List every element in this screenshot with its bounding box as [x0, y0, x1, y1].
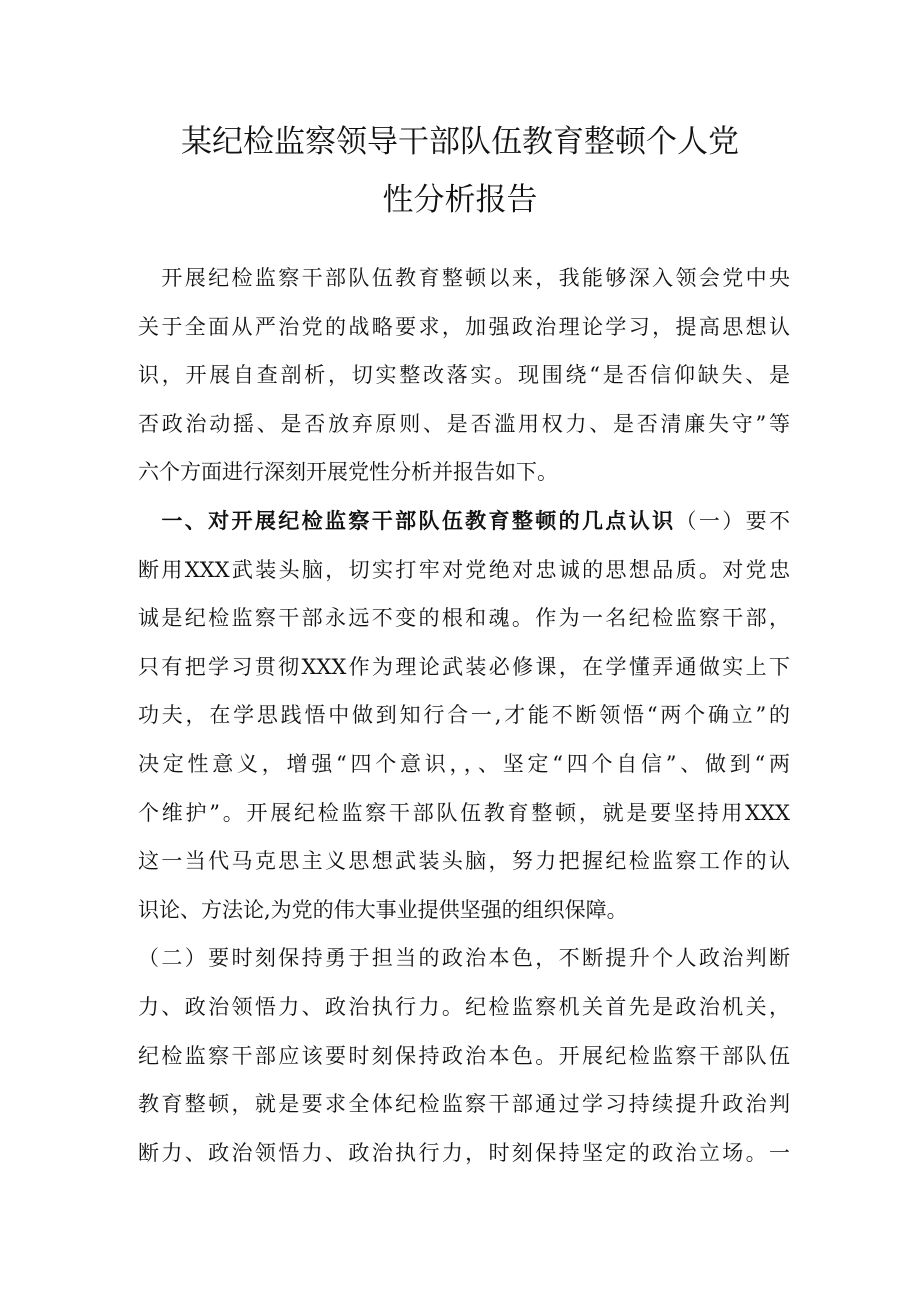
paragraph-line: 诚是纪检监察干部永远不变的根和魂。作为一名纪检监察干部， — [138, 606, 790, 631]
paragraph-line: 断用XXX武装头脑，切实打牢对党绝对忠诚的思想品质。对党忠 — [138, 557, 790, 582]
paragraph-line: 断力、政治领悟力、政治执行力，时刻保持坚定的政治立场。一 — [138, 1140, 790, 1165]
section-heading: 一、对开展纪检监察干部队伍教育整顿的几点认识 — [138, 508, 676, 533]
paragraph-line: 纪检监察干部应该要时刻保持政治本色。开展纪检监察干部队伍 — [138, 1043, 790, 1068]
paragraph-line: 关于全面从严治党的战略要求，加强政治理论学习，提高思想认 — [138, 314, 790, 339]
paragraph-line: 个维护”。开展纪检监察干部队伍教育整顿，就是要坚持用XXX — [138, 800, 790, 825]
paragraph-line: 决定性意义，增强“四个意识，，、坚定“四个自信”、做到“两 — [138, 751, 790, 776]
document-body — [138, 254, 790, 1177]
paragraph-line: 识，开展自查剖析，切实整改落实。现围绕“是否信仰缺失、是 — [138, 363, 790, 388]
paragraph-line: 否政治动摇、是否放弃原则、是否滥用权力、是否清廉失守”等 — [138, 411, 790, 436]
paragraph-line: 识论、方法论,为党的伟大事业提供坚强的组织保障。 — [138, 897, 628, 922]
paragraph-line: 开展纪检监察干部队伍教育整顿以来，我能够深入领会党中央 — [138, 266, 790, 290]
paragraph-line: 功夫，在学思践悟中做到知行合一,才能不断领悟“两个确立”的 — [138, 703, 790, 728]
paragraph-line: 六个方面进行深刻开展党性分析并报告如下。 — [138, 460, 558, 485]
document-title-line-1: 某纪检监察领导干部队伍教育整顿个人党 — [181, 124, 739, 160]
paragraph-line: 这一当代马克思主义思想武装头脑，努力把握纪检监察工作的认 — [138, 849, 790, 874]
paragraph-line: 力、政治领悟力、政治执行力。纪检监察机关首先是政治机关， — [138, 994, 790, 1019]
paragraph-line: （二）要时刻保持勇于担当的政治本色，不断提升个人政治判断 — [138, 946, 790, 971]
paragraph-line: 只有把学习贯彻XXX作为理论武装必修课，在学懂弄通做实上下 — [138, 654, 790, 679]
section-heading-line — [138, 497, 790, 546]
paragraph-line: 教育整顿，就是要求全体纪检监察干部通过学习持续提升政治判 — [138, 1092, 790, 1117]
subsection-heading-start: （一）要不 — [675, 508, 791, 533]
document-title-line-2: 性分析报告 — [382, 182, 538, 218]
